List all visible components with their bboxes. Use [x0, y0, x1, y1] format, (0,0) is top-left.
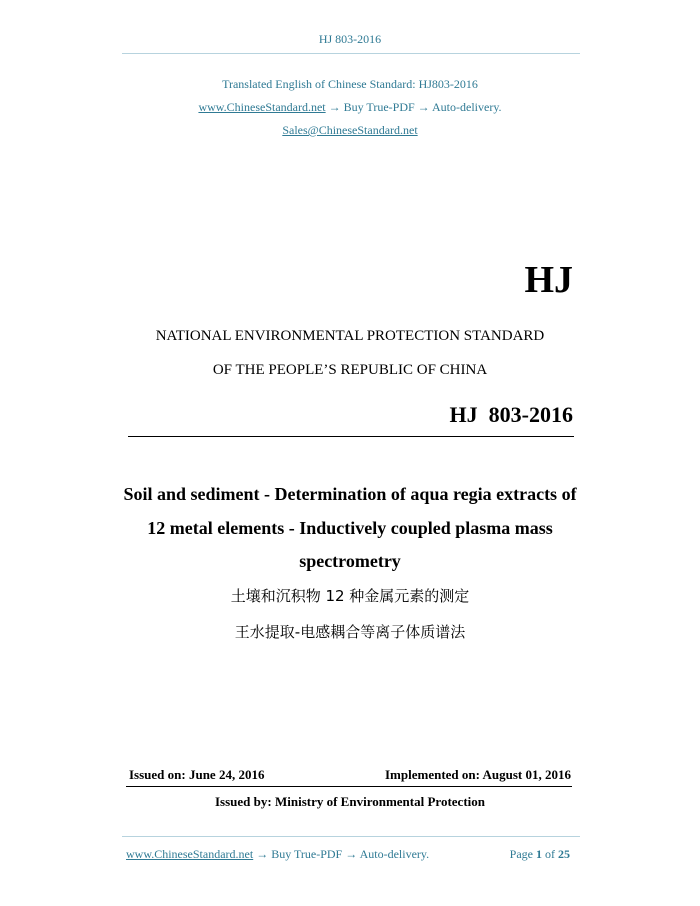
sales-email-link[interactable]: Sales@ChineseStandard.net [282, 123, 418, 137]
footer-links [126, 847, 429, 862]
running-header: HJ 803-2016 [318, 32, 382, 46]
issuing-authority: Issued by: Ministry of Environmental Protection [215, 794, 485, 809]
arrow-right-icon: → [256, 847, 269, 861]
promo-links-line [0, 100, 700, 115]
dates-rule [126, 786, 572, 787]
header-divider [122, 53, 580, 54]
footer-buy-pdf-text: Buy True-PDF [271, 847, 343, 861]
document-title-line1: Soil and sediment - Determination of aqua regia extracts of [123, 484, 577, 504]
footer-auto-delivery-text: Auto-delivery. [359, 847, 430, 861]
arrow-right-icon: → [328, 100, 341, 114]
document-title-line3: spectrometry [299, 551, 401, 571]
site-link[interactable]: www.ChineseStandard.net [198, 100, 326, 114]
promo-email-line [0, 123, 700, 138]
page-total: 25 [558, 847, 570, 861]
chinese-title-line1: 土壤和沉积物 12 种金属元素的测定 [230, 587, 470, 605]
standard-number-rule [128, 436, 574, 437]
footer-site-link[interactable]: www.ChineseStandard.net [126, 847, 254, 861]
org-title-line1: NATIONAL ENVIRONMENTAL PROTECTION STANDARD [155, 328, 545, 344]
arrow-right-icon: → [417, 100, 430, 114]
chinese-title-line2: 王水提取-电感耦合等离子体质谱法 [234, 623, 466, 641]
arrow-right-icon: → [345, 847, 358, 861]
promo-translation-line: Translated English of Chinese Standard: HJ803-2016 [222, 77, 478, 91]
auto-delivery-text: Auto-delivery. [432, 100, 502, 114]
page-indicator [510, 847, 570, 862]
standard-number: HJ 803-2016 [449, 402, 573, 427]
standard-logo-code: HJ [524, 259, 573, 301]
page-current: 1 [536, 847, 542, 861]
footer-divider [122, 836, 580, 837]
page-of-label: of [545, 847, 555, 861]
buy-pdf-text: Buy True-PDF [343, 100, 415, 114]
document-title-line2: 12 metal elements - Inductively coupled plasma mass [147, 518, 553, 538]
page-label: Page [509, 847, 533, 861]
implemented-on-date: Implemented on: August 01, 2016 [385, 767, 571, 782]
issued-on-date: Issued on: June 24, 2016 [129, 767, 265, 782]
org-title-line2: OF THE PEOPLE’S REPUBLIC OF CHINA [212, 362, 488, 378]
